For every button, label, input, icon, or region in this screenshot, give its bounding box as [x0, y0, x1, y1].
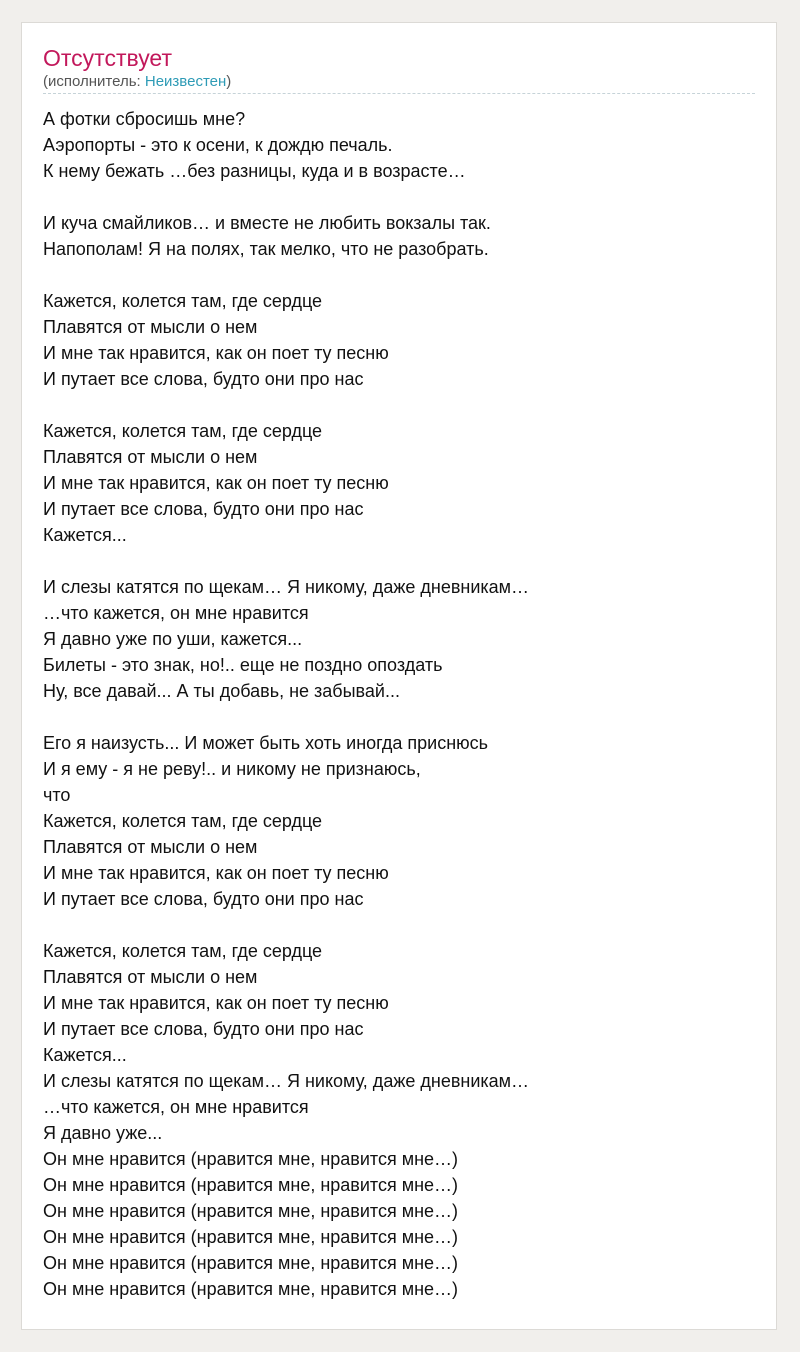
lyric-line: Кажется, колется там, где сердце — [43, 421, 323, 441]
lyric-line: Аэропорты - это к осени, к дождю печаль. — [43, 135, 393, 155]
song-title: Отсутствует — [43, 45, 172, 71]
lyric-line: И мне так нравится, как он поет ту песню — [43, 343, 389, 363]
lyric-line: Напополам! Я на полях, так мелко, что не разобрать. — [43, 239, 489, 259]
lyric-line: К нему бежать …без разницы, куда и в возрасте… — [43, 161, 466, 181]
lyric-line: И слезы катятся по щекам… Я никому, даже дневникам… — [43, 577, 530, 597]
lyric-line: Я давно уже... — [43, 1123, 163, 1143]
stanza-gap — [43, 262, 755, 288]
lyric-line: Я давно уже по уши, кажется... — [43, 629, 303, 649]
lyric-line: И путает все слова, будто они про нас — [43, 499, 364, 519]
lyric-line: Плавятся от мысли о нем — [43, 837, 258, 857]
lyric-line: И мне так нравится, как он поет ту песню — [43, 473, 389, 493]
stanza-gap — [43, 392, 755, 418]
stanza-gap — [43, 912, 755, 938]
lyric-line: Кажется, колется там, где сердце — [43, 291, 323, 311]
lyrics-text — [43, 106, 755, 1302]
lyric-line: Кажется... — [43, 525, 127, 545]
stanza-gap — [43, 704, 755, 730]
artist-prefix: (исполнитель: — [43, 73, 145, 90]
lyric-line: Он мне нравится (нравится мне, нравится мне…) — [43, 1149, 459, 1169]
lyric-line: что — [43, 785, 71, 805]
lyric-line: И путает все слова, будто они про нас — [43, 1019, 364, 1039]
lyric-line: Он мне нравится (нравится мне, нравится мне…) — [43, 1253, 459, 1273]
title-divider — [43, 93, 755, 94]
stanza-gap — [43, 548, 755, 574]
lyric-line: И мне так нравится, как он поет ту песню — [43, 993, 389, 1013]
lyric-line: Он мне нравится (нравится мне, нравится мне…) — [43, 1227, 459, 1247]
lyric-line: …что кажется, он мне нравится — [43, 1097, 309, 1117]
lyric-line: И мне так нравится, как он поет ту песню — [43, 863, 389, 883]
lyric-line: И слезы катятся по щекам… Я никому, даже дневникам… — [43, 1071, 530, 1091]
stanza-gap — [43, 184, 755, 210]
artist-line — [43, 73, 231, 91]
lyric-line: А фотки сбросишь мне? — [43, 109, 246, 129]
artist-link[interactable]: Неизвестен — [144, 73, 227, 90]
lyric-line: Он мне нравится (нравится мне, нравится мне…) — [43, 1175, 459, 1195]
lyric-line: Кажется, колется там, где сердце — [43, 941, 323, 961]
lyrics-card — [21, 22, 777, 1330]
lyric-line: И куча смайликов… и вместе не любить вокзалы так. — [43, 213, 491, 233]
lyric-line: И путает все слова, будто они про нас — [43, 369, 364, 389]
lyric-line: Кажется... — [43, 1045, 127, 1065]
lyric-line: Плавятся от мысли о нем — [43, 317, 258, 337]
lyric-line: Билеты - это знак, но!.. еще не поздно опоздать — [43, 655, 443, 675]
lyric-line: И путает все слова, будто они про нас — [43, 889, 364, 909]
lyric-line: Плавятся от мысли о нем — [43, 967, 258, 987]
lyric-line: Кажется, колется там, где сердце — [43, 811, 323, 831]
lyric-line: Его я наизусть... И может быть хоть иногда приснюсь — [43, 733, 489, 753]
lyric-line: …что кажется, он мне нравится — [43, 603, 309, 623]
lyric-line: Ну, все давай... А ты добавь, не забывай... — [43, 681, 400, 701]
lyric-line: Он мне нравится (нравится мне, нравится мне…) — [43, 1201, 459, 1221]
artist-suffix: ) — [226, 73, 232, 90]
lyric-line: И я ему - я не реву!.. и никому не признаюсь, — [43, 759, 421, 779]
lyric-line: Он мне нравится (нравится мне, нравится мне…) — [43, 1279, 459, 1299]
lyric-line: Плавятся от мысли о нем — [43, 447, 258, 467]
